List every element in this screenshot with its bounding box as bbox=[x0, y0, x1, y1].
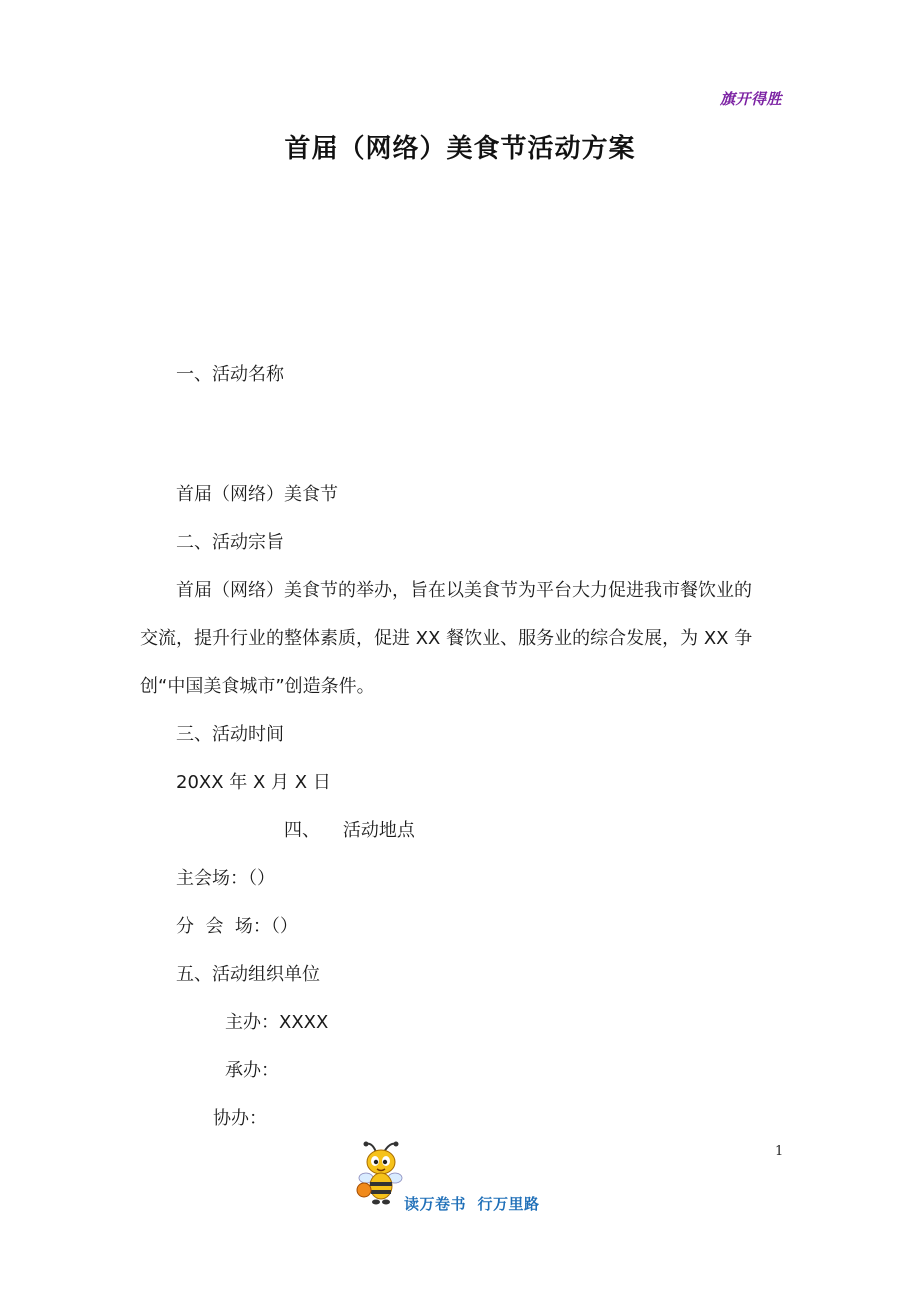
section-2-body-line-3: 创“中国美食城市”创造条件。 bbox=[140, 676, 375, 697]
footer-slogan: 读万卷书 行万里路 bbox=[404, 1195, 540, 1213]
section-5-heading: 五、活动组织单位 bbox=[176, 964, 320, 985]
header-slogan: 旗开得胜 bbox=[719, 90, 782, 108]
section-4-heading: 四、 活动地点 bbox=[284, 820, 415, 841]
section-2-body-line-1: 首届（网络）美食节的举办，旨在以美食节为平台大力促进我市餐饮业的 bbox=[176, 580, 752, 601]
section-4-main-venue: 主会场：（） bbox=[176, 868, 275, 889]
section-3-heading: 三、活动时间 bbox=[176, 724, 284, 745]
section-5-host: 主办：XXXX bbox=[225, 1012, 329, 1033]
bee-mascot-icon bbox=[352, 1138, 408, 1210]
section-2-heading: 二、活动宗旨 bbox=[176, 532, 284, 553]
page-title: 首届（网络）美食节活动方案 bbox=[284, 134, 636, 164]
section-2-body-line-2: 交流，提升行业的整体素质，促进 XX 餐饮业、服务业的综合发展，为 XX 争 bbox=[140, 628, 753, 649]
section-5-organizer: 承办： bbox=[225, 1060, 279, 1081]
section-4-sub-venue: 分 会 场：（） bbox=[176, 916, 298, 937]
section-3-body: 20XX 年 X 月 X 日 bbox=[176, 772, 331, 793]
section-5-coorganizer: 协办： bbox=[213, 1108, 267, 1129]
section-1-heading: 一、活动名称 bbox=[176, 364, 284, 385]
page-number: 1 bbox=[775, 1144, 784, 1159]
section-1-body: 首届（网络）美食节 bbox=[176, 484, 338, 505]
